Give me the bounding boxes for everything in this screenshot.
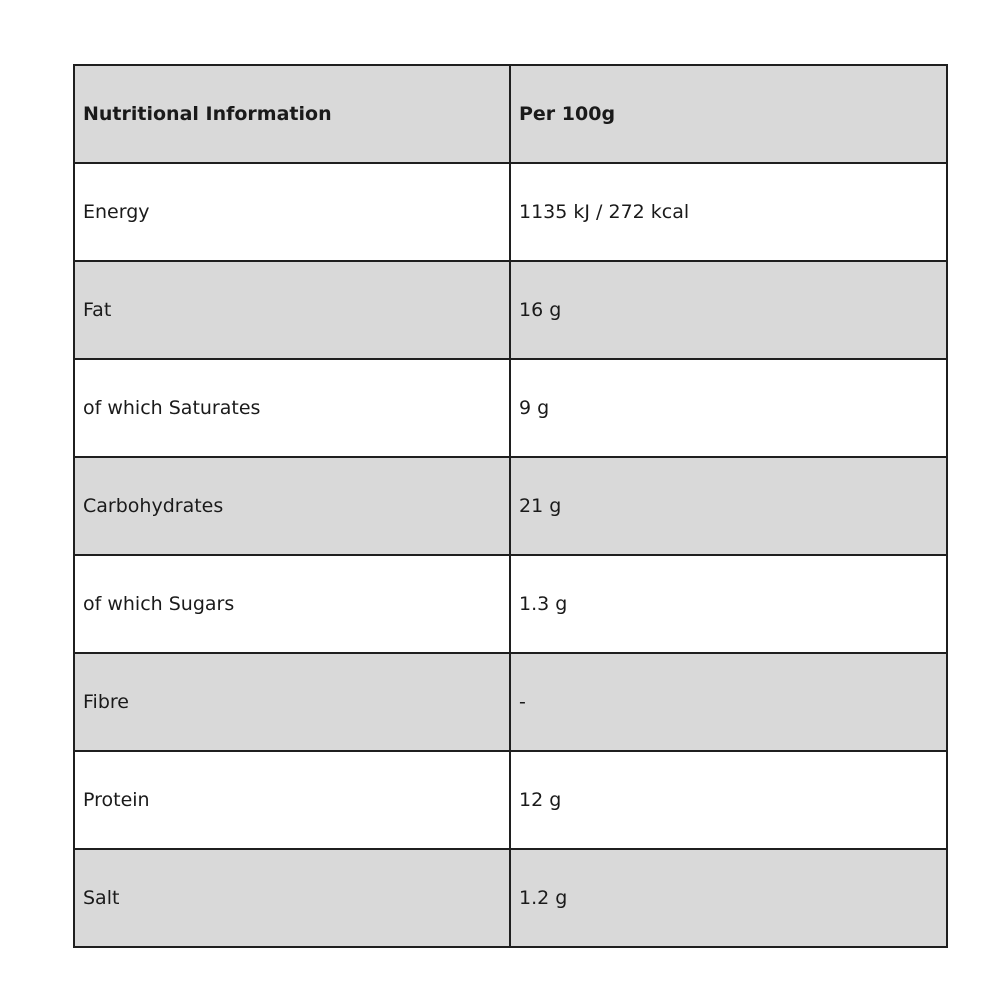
- nutrient-value-cell: 16 g: [510, 261, 947, 359]
- nutrient-value-cell: 12 g: [510, 751, 947, 849]
- nutrient-value-cell: 1.2 g: [510, 849, 947, 947]
- header-nutrient-cell: Nutritional Information: [74, 65, 510, 163]
- header-per-100g-cell: Per 100g: [510, 65, 947, 163]
- nutrient-name-cell: Fat: [74, 261, 510, 359]
- nutrient-name-cell: of which Saturates: [74, 359, 510, 457]
- table-row: [74, 751, 947, 849]
- table-row: [74, 457, 947, 555]
- nutrient-name-cell: Salt: [74, 849, 510, 947]
- nutrient-name-cell: Protein: [74, 751, 510, 849]
- nutrient-name-cell: Energy: [74, 163, 510, 261]
- table-header-row: [74, 65, 947, 163]
- nutrient-value-cell: 21 g: [510, 457, 947, 555]
- nutrient-name-cell: Fibre: [74, 653, 510, 751]
- nutrient-value-cell: -: [510, 653, 947, 751]
- nutrition-table: [73, 64, 948, 948]
- table-row: [74, 359, 947, 457]
- nutrient-value-cell: 1.3 g: [510, 555, 947, 653]
- table-row: [74, 261, 947, 359]
- table-row: [74, 163, 947, 261]
- table-row: [74, 653, 947, 751]
- nutrient-name-cell: Carbohydrates: [74, 457, 510, 555]
- nutrient-value-cell: 9 g: [510, 359, 947, 457]
- table-row: [74, 555, 947, 653]
- table-row: [74, 849, 947, 947]
- nutrient-value-cell: 1135 kJ / 272 kcal: [510, 163, 947, 261]
- nutrient-name-cell: of which Sugars: [74, 555, 510, 653]
